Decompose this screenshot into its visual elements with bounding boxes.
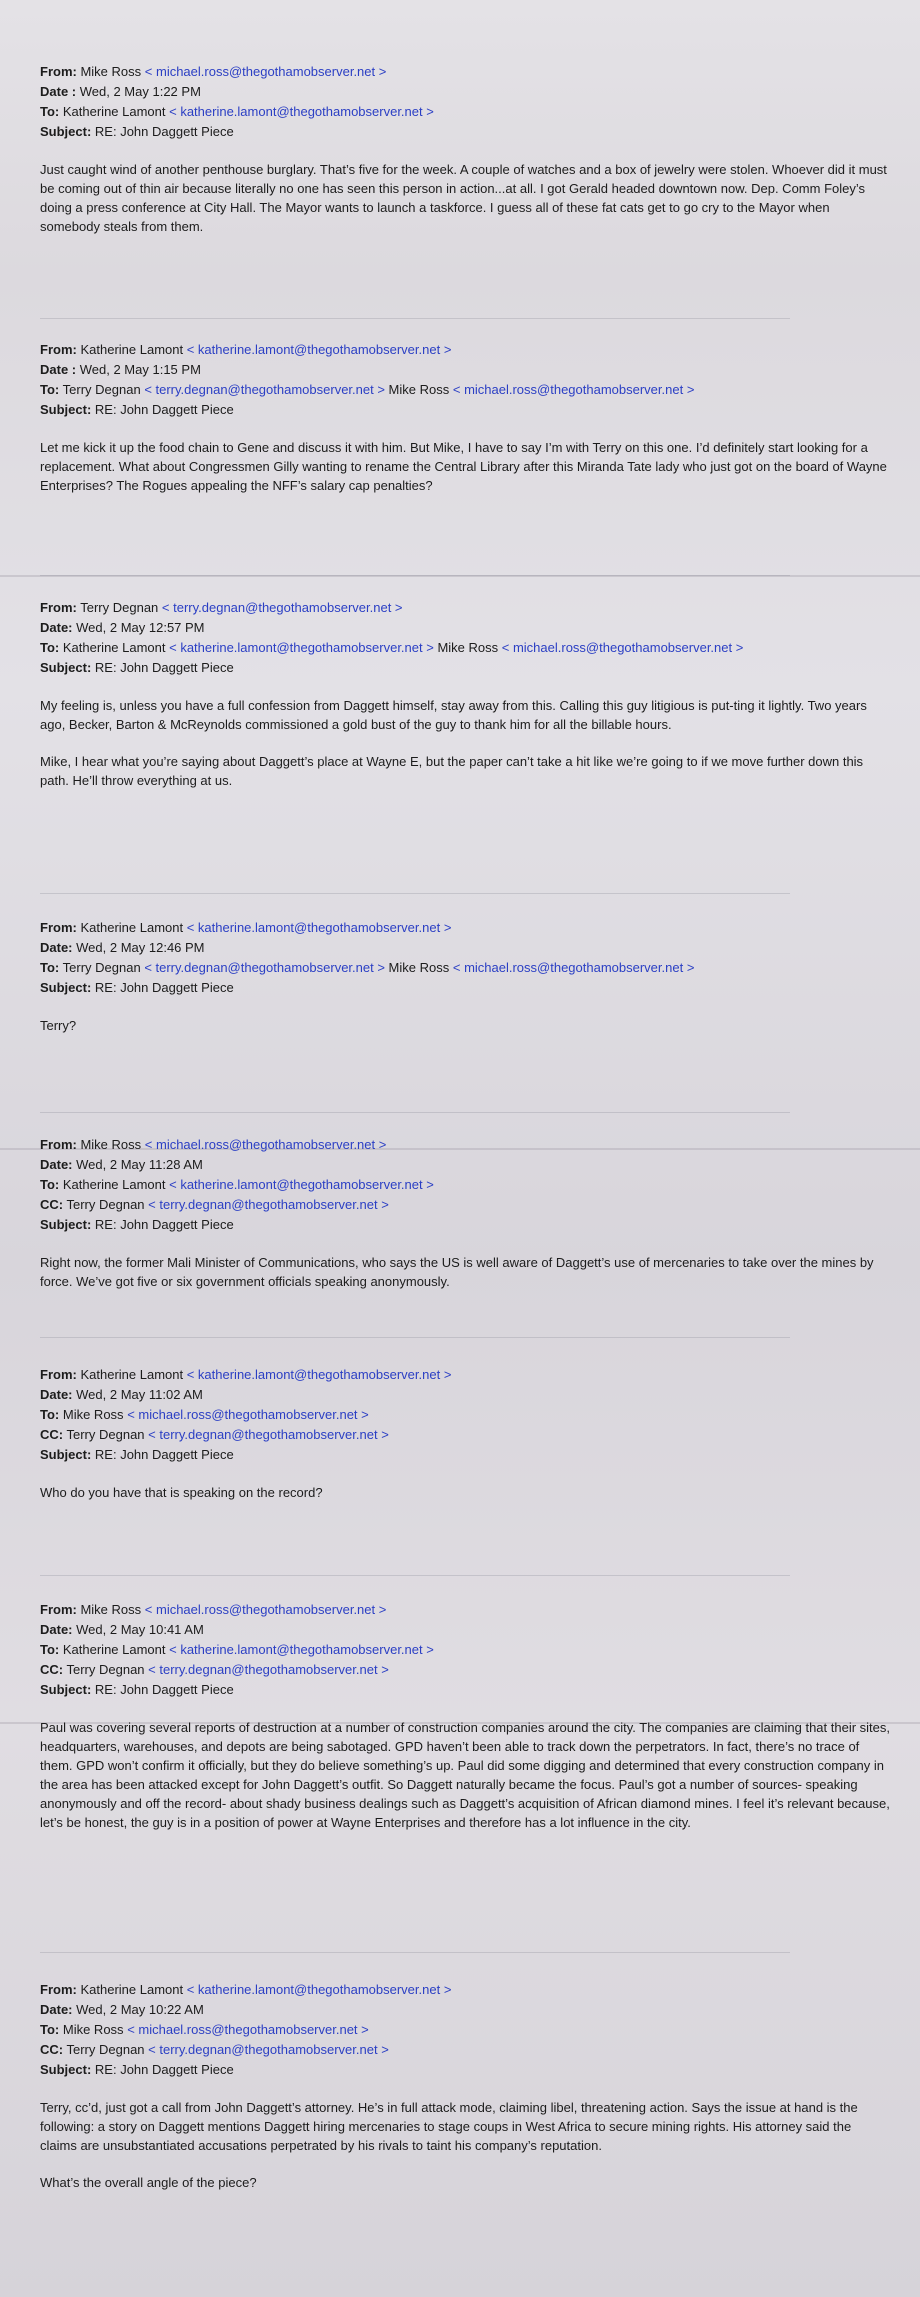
subject-line xyxy=(40,1445,890,1465)
email-body xyxy=(40,438,890,495)
date-line-name: Wed, 2 May 12:57 PM xyxy=(76,620,205,635)
body-paragraph: Mike, I hear what you’re saying about Daggett’s place at Wayne E, but the paper can’t take a hit like we’re going to if we move further down this path. He’ll throw everything at us. xyxy=(40,754,864,788)
cc-line-name: Terry Degnan xyxy=(66,2042,145,2057)
subject-line xyxy=(40,658,890,678)
to-line-email-link-2[interactable]: < michael.ross@thegothamobserver.net > xyxy=(452,382,695,397)
to-line-name: Terry Degnan xyxy=(62,960,141,975)
to-line xyxy=(40,2020,890,2040)
from-line-label: From: xyxy=(40,1367,77,1382)
date-line xyxy=(40,82,890,102)
message-separator xyxy=(40,1575,790,1576)
from-line xyxy=(40,598,890,618)
to-line-label: To: xyxy=(40,960,60,975)
email-body xyxy=(40,160,890,236)
to-line xyxy=(40,638,890,658)
from-line-label: From: xyxy=(40,1982,77,1997)
email-body xyxy=(40,1016,890,1035)
to-line-label: To: xyxy=(40,640,60,655)
cc-line-name: Terry Degnan xyxy=(66,1197,145,1212)
date-line xyxy=(40,1620,890,1640)
message-separator xyxy=(40,1952,790,1953)
body-paragraph: Terry? xyxy=(40,1018,77,1033)
email-message xyxy=(40,340,890,513)
from-line-email-link[interactable]: < michael.ross@thegothamobserver.net > xyxy=(144,1602,387,1617)
subject-line-name: RE: John Daggett Piece xyxy=(94,2062,234,2077)
to-line-name-2: Mike Ross xyxy=(388,382,450,397)
from-line-name: Katherine Lamont xyxy=(80,342,184,357)
date-line-label: Date: xyxy=(40,620,73,635)
to-line-name: Katherine Lamont xyxy=(62,640,166,655)
to-line-name: Mike Ross xyxy=(62,1407,124,1422)
from-line-label: From: xyxy=(40,600,77,615)
from-line xyxy=(40,62,890,82)
cc-line-name: Terry Degnan xyxy=(66,1427,145,1442)
from-line xyxy=(40,918,890,938)
date-line-name: Wed, 2 May 12:46 PM xyxy=(76,940,205,955)
subject-line-name: RE: John Daggett Piece xyxy=(94,1682,234,1697)
cc-line-email-link[interactable]: < terry.degnan@thegothamobserver.net > xyxy=(148,1427,389,1442)
email-header xyxy=(40,1135,890,1235)
to-line xyxy=(40,958,890,978)
email-message xyxy=(40,1135,890,1309)
to-line-name-2: Mike Ross xyxy=(437,640,499,655)
message-separator xyxy=(40,893,790,894)
subject-line xyxy=(40,1215,890,1235)
subject-line-label: Subject: xyxy=(40,980,92,995)
date-line-label: Date: xyxy=(40,1622,73,1637)
cc-line-label: CC: xyxy=(40,2042,64,2057)
from-line-email-link[interactable]: < katherine.lamont@thegothamobserver.net > xyxy=(186,1367,452,1382)
from-line xyxy=(40,1135,890,1155)
from-line xyxy=(40,1980,890,2000)
email-message xyxy=(40,598,890,808)
from-line-email-link[interactable]: < katherine.lamont@thegothamobserver.net > xyxy=(186,1982,452,1997)
to-line-name: Mike Ross xyxy=(62,2022,124,2037)
cc-line xyxy=(40,1425,890,1445)
to-line-email-link-2[interactable]: < michael.ross@thegothamobserver.net > xyxy=(501,640,744,655)
from-line-name: Terry Degnan xyxy=(80,600,159,615)
cc-line-label: CC: xyxy=(40,1662,64,1677)
subject-line-name: RE: John Daggett Piece xyxy=(94,1217,234,1232)
from-line-label: From: xyxy=(40,342,77,357)
to-line-email-link[interactable]: < terry.degnan@thegothamobserver.net > xyxy=(144,382,385,397)
date-line-name: Wed, 2 May 11:28 AM xyxy=(76,1157,203,1172)
to-line-name-2: Mike Ross xyxy=(388,960,450,975)
body-paragraph: Paul was covering several reports of destruction at a number of construction companies around the city. The companies are claiming that their sites, headquarters, warehouses, and depots are being sabotaged. GPD haven’t been able to track down the perpetrators. In fact, there’s no trace of them. GPD won’t confirm it officially, but they do believe something’s up. Paul did some digging and determined that every construction company in the area has been attacked except for John Daggett’s outfit. So Daggett naturally became the focus. Paul’s got a number of sources- speaking anonymously and off the record- about shady business dealings such as Daggett’s acquisition of African diamond mines. I feel it’s relevant because, let’s be honest, the guy is in a position of power at Wayne Enterprises and therefore has a lot influence in the city. xyxy=(40,1720,891,1830)
subject-line-label: Subject: xyxy=(40,1447,92,1462)
email-message xyxy=(40,1980,890,2210)
cc-line-email-link[interactable]: < terry.degnan@thegothamobserver.net > xyxy=(148,1662,389,1677)
from-line-email-link[interactable]: < michael.ross@thegothamobserver.net > xyxy=(144,64,387,79)
from-line-label: From: xyxy=(40,920,77,935)
to-line-label: To: xyxy=(40,1407,60,1422)
from-line xyxy=(40,1365,890,1385)
to-line-email-link[interactable]: < michael.ross@thegothamobserver.net > xyxy=(127,2022,369,2037)
subject-line-name: RE: John Daggett Piece xyxy=(94,660,234,675)
email-message xyxy=(40,1600,890,1850)
email-header xyxy=(40,918,890,998)
subject-line xyxy=(40,2060,890,2080)
date-line xyxy=(40,1385,890,1405)
date-line-name: Wed, 2 May 11:02 AM xyxy=(76,1387,203,1402)
to-line-email-link[interactable]: < terry.degnan@thegothamobserver.net > xyxy=(144,960,385,975)
message-separator xyxy=(40,1337,790,1338)
message-separator xyxy=(40,318,790,319)
date-line-name: Wed, 2 May 1:15 PM xyxy=(79,362,201,377)
to-line-label: To: xyxy=(40,1642,60,1657)
email-body xyxy=(40,1253,890,1291)
email-body xyxy=(40,1483,890,1502)
cc-line-label: CC: xyxy=(40,1427,64,1442)
cc-line xyxy=(40,2040,890,2060)
email-message xyxy=(40,62,890,254)
email-header xyxy=(40,1365,890,1465)
cc-line xyxy=(40,1195,890,1215)
to-line-email-link[interactable]: < katherine.lamont@thegothamobserver.net > xyxy=(169,1177,434,1192)
subject-line-label: Subject: xyxy=(40,124,92,139)
subject-line-label: Subject: xyxy=(40,2062,92,2077)
body-paragraph: Just caught wind of another penthouse burglary. That’s five for the week. A couple of watches and a box of jewelry were stolen. Whoever did it must be coming out of thin air because literally no one has seen this person in action...at all. I got Gerald headed downtown now. Dep. Comm Foley’s doing a press conference at City Hall. The Mayor wants to launch a taskforce. I guess all of these fat cats get to go cry to the Mayor when somebody steals from them. xyxy=(40,162,887,234)
email-header xyxy=(40,1980,890,2080)
subject-line-label: Subject: xyxy=(40,402,92,417)
date-line-label: Date : xyxy=(40,84,77,99)
date-line-label: Date: xyxy=(40,2002,73,2017)
to-line xyxy=(40,380,890,400)
to-line-email-link[interactable]: < katherine.lamont@thegothamobserver.net > xyxy=(169,104,434,119)
message-separator xyxy=(40,575,790,576)
from-line-name: Mike Ross xyxy=(80,1137,142,1152)
subject-line xyxy=(40,400,890,420)
date-line-label: Date: xyxy=(40,940,73,955)
from-line-name: Katherine Lamont xyxy=(80,920,184,935)
email-body xyxy=(40,696,890,790)
date-line xyxy=(40,618,890,638)
subject-line-name: RE: John Daggett Piece xyxy=(94,124,234,139)
to-line xyxy=(40,1640,890,1660)
from-line-email-link[interactable]: < michael.ross@thegothamobserver.net > xyxy=(144,1137,387,1152)
body-paragraph: Right now, the former Mali Minister of Communications, who says the US is well aware of Daggett’s use of mercenaries to take over the mines by force. We’ve got five or six government officials speaking anonymously. xyxy=(40,1255,874,1289)
email-header xyxy=(40,340,890,420)
to-line-label: To: xyxy=(40,104,60,119)
to-line-email-link[interactable]: < katherine.lamont@thegothamobserver.net > xyxy=(169,1642,434,1657)
from-line-email-link[interactable]: < katherine.lamont@thegothamobserver.net > xyxy=(186,920,452,935)
from-line-name: Mike Ross xyxy=(80,64,142,79)
to-line-label: To: xyxy=(40,382,60,397)
subject-line-name: RE: John Daggett Piece xyxy=(94,402,234,417)
cc-line-label: CC: xyxy=(40,1197,64,1212)
to-line-name: Katherine Lamont xyxy=(62,1642,166,1657)
email-body xyxy=(40,2098,890,2192)
to-line-label: To: xyxy=(40,2022,60,2037)
from-line-email-link[interactable]: < terry.degnan@thegothamobserver.net > xyxy=(161,600,403,615)
to-line-name: Katherine Lamont xyxy=(62,104,166,119)
email-message xyxy=(40,918,890,1053)
date-line xyxy=(40,2000,890,2020)
email-header xyxy=(40,1600,890,1700)
to-line-email-link-2[interactable]: < michael.ross@thegothamobserver.net > xyxy=(452,960,695,975)
date-line-label: Date : xyxy=(40,362,77,377)
from-line-name: Katherine Lamont xyxy=(80,1367,184,1382)
body-paragraph: Terry, cc’d, just got a call from John Daggett’s attorney. He’s in full attack mode, claiming libel, threatening action. Says the issue at hand is the following: a story on Daggett mentions Daggett hiring mercenaries to stage coups in West Africa to secure mining rights. His attorney said the claims are unsubstantiated accusations perpetrated by his rivals to taint his company’s reputation. xyxy=(40,2100,858,2153)
from-line-label: From: xyxy=(40,1602,77,1617)
subject-line-name: RE: John Daggett Piece xyxy=(94,1447,234,1462)
date-line-label: Date: xyxy=(40,1387,73,1402)
from-line-name: Mike Ross xyxy=(80,1602,142,1617)
to-line-name: Katherine Lamont xyxy=(62,1177,166,1192)
to-line-label: To: xyxy=(40,1177,60,1192)
email-message xyxy=(40,1365,890,1520)
from-line-name: Katherine Lamont xyxy=(80,1982,184,1997)
subject-line xyxy=(40,122,890,142)
body-paragraph: Let me kick it up the food chain to Gene and discuss it with him. But Mike, I have to say I’m with Terry on this one. I’d definitely start looking for a replacement. What about Congressmen Gilly wanting to rename the Central Library after this Miranda Tate lady who just got on the board of Wayne Enterprises? The Rogues appealing the NFF’s salary cap penalties? xyxy=(40,440,887,493)
date-line xyxy=(40,1155,890,1175)
body-paragraph: Who do you have that is speaking on the record? xyxy=(40,1485,323,1500)
body-paragraph: What’s the overall angle of the piece? xyxy=(40,2175,257,2190)
subject-line-label: Subject: xyxy=(40,1682,92,1697)
date-line-name: Wed, 2 May 10:22 AM xyxy=(76,2002,204,2017)
to-line xyxy=(40,1405,890,1425)
date-line-name: Wed, 2 May 1:22 PM xyxy=(79,84,201,99)
subject-line-name: RE: John Daggett Piece xyxy=(94,980,234,995)
to-line-email-link[interactable]: < michael.ross@thegothamobserver.net > xyxy=(127,1407,369,1422)
from-line-label: From: xyxy=(40,64,77,79)
subject-line-label: Subject: xyxy=(40,1217,92,1232)
cc-line-name: Terry Degnan xyxy=(66,1662,145,1677)
message-separator xyxy=(40,1112,790,1113)
date-line-label: Date: xyxy=(40,1157,73,1172)
date-line xyxy=(40,360,890,380)
body-paragraph: My feeling is, unless you have a full confession from Daggett himself, stay away from this. Calling this guy litigious is put-ting it lightly. Two years ago, Becker, Barton & McReynolds commissioned a gold bust of the guy to thank him for all the billable hours. xyxy=(40,698,867,732)
to-line xyxy=(40,1175,890,1195)
date-line xyxy=(40,938,890,958)
email-header xyxy=(40,598,890,678)
cc-line-email-link[interactable]: < terry.degnan@thegothamobserver.net > xyxy=(148,2042,389,2057)
from-line xyxy=(40,340,890,360)
to-line xyxy=(40,102,890,122)
from-line-label: From: xyxy=(40,1137,77,1152)
from-line xyxy=(40,1600,890,1620)
from-line-email-link[interactable]: < katherine.lamont@thegothamobserver.net > xyxy=(186,342,452,357)
subject-line xyxy=(40,1680,890,1700)
to-line-email-link[interactable]: < katherine.lamont@thegothamobserver.net > xyxy=(169,640,434,655)
cc-line xyxy=(40,1660,890,1680)
to-line-name: Terry Degnan xyxy=(62,382,141,397)
email-body xyxy=(40,1718,890,1832)
subject-line-label: Subject: xyxy=(40,660,92,675)
date-line-name: Wed, 2 May 10:41 AM xyxy=(76,1622,204,1637)
cc-line-email-link[interactable]: < terry.degnan@thegothamobserver.net > xyxy=(148,1197,389,1212)
email-header xyxy=(40,62,890,142)
subject-line xyxy=(40,978,890,998)
